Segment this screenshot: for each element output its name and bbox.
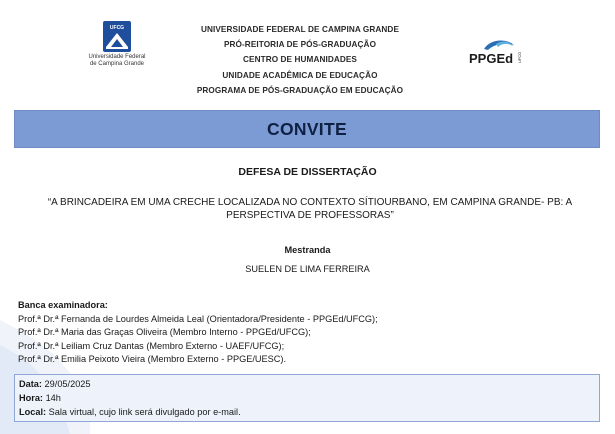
ufcg-caption-line1: Universidade Federal [88,54,146,60]
student-label: Mestranda [284,245,331,255]
theme-line: PERSPECTIVA DE PROFESSORAS” [226,210,394,222]
event-info-box [14,374,600,422]
ppged-logo-small-text: UFCG [517,51,522,63]
committee-member: Prof.ª Dr.ª Maria das Graças Oliveira (Membro Interno - PPGEd/UFCG); [18,327,311,338]
student-name: SUELEN DE LIMA FERREIRA [245,264,370,274]
place-label: Local: [19,407,47,418]
committee-member: Prof.ª Dr.ª Emilia Peixoto Vieira (Membro Externo - PPGE/UESC). [18,354,287,365]
time-value: 14h [45,393,61,404]
invitation-banner [14,110,600,148]
date-value: 29/05/2025 [44,379,91,389]
committee-section [18,299,598,367]
date-label: Data: [19,379,42,389]
place-row [19,405,595,419]
dissertation-theme [30,196,590,223]
theme-line: “A BRINCADEIRA EM UMA CRECHE LOCALIZADA NO CONTEXTO SÍTIOURBANO, EM CAMPINA GRANDE- PB: A [47,197,573,208]
ufcg-caption-line2: de Campina Grande [89,61,145,67]
ufcg-logo-text: UFCG [109,25,125,31]
ppged-logo [466,36,526,70]
institution-line: CENTRO DE HUMANIDADES [243,55,357,65]
committee-title: Banca examinadora: [18,300,108,310]
institution-line: UNIVERSIDADE FEDERAL DE CAMPINA GRANDE [200,25,400,34]
defense-heading: DEFESA DE DISSERTAÇÃO [238,166,377,178]
ufcg-caption [86,54,148,68]
banner-title: CONVITE [267,118,347,139]
committee-member: Prof.ª Dr.ª Leiliam Cruz Dantas (Membro Externo - UAEF/UFCG); [18,340,285,351]
time-label: Hora: [19,393,43,404]
time-row [19,391,595,405]
institution-line: PROGRAMA DE PÓS-GRADUAÇÃO EM EDUCAÇÃO [196,85,404,95]
institution-header [150,22,450,98]
place-value: Sala virtual, cujo link será divulgado por e-mail. [48,407,241,418]
ufcg-emblem-icon [86,20,148,54]
ufcg-logo [86,20,148,76]
committee-member: Prof.ª Dr.ª Fernanda de Lourdes Almeida Leal (Orientadora/Presidente - PPGEd/UFCG); [18,313,378,324]
ppged-logo-text: PPGEd [469,51,514,66]
institution-line: PRÓ-REITORIA DE PÓS-GRADUAÇÃO [223,40,377,50]
date-row [19,377,595,391]
institution-line: UNIDADE ACADÊMICA DE EDUCAÇÃO [222,70,378,80]
